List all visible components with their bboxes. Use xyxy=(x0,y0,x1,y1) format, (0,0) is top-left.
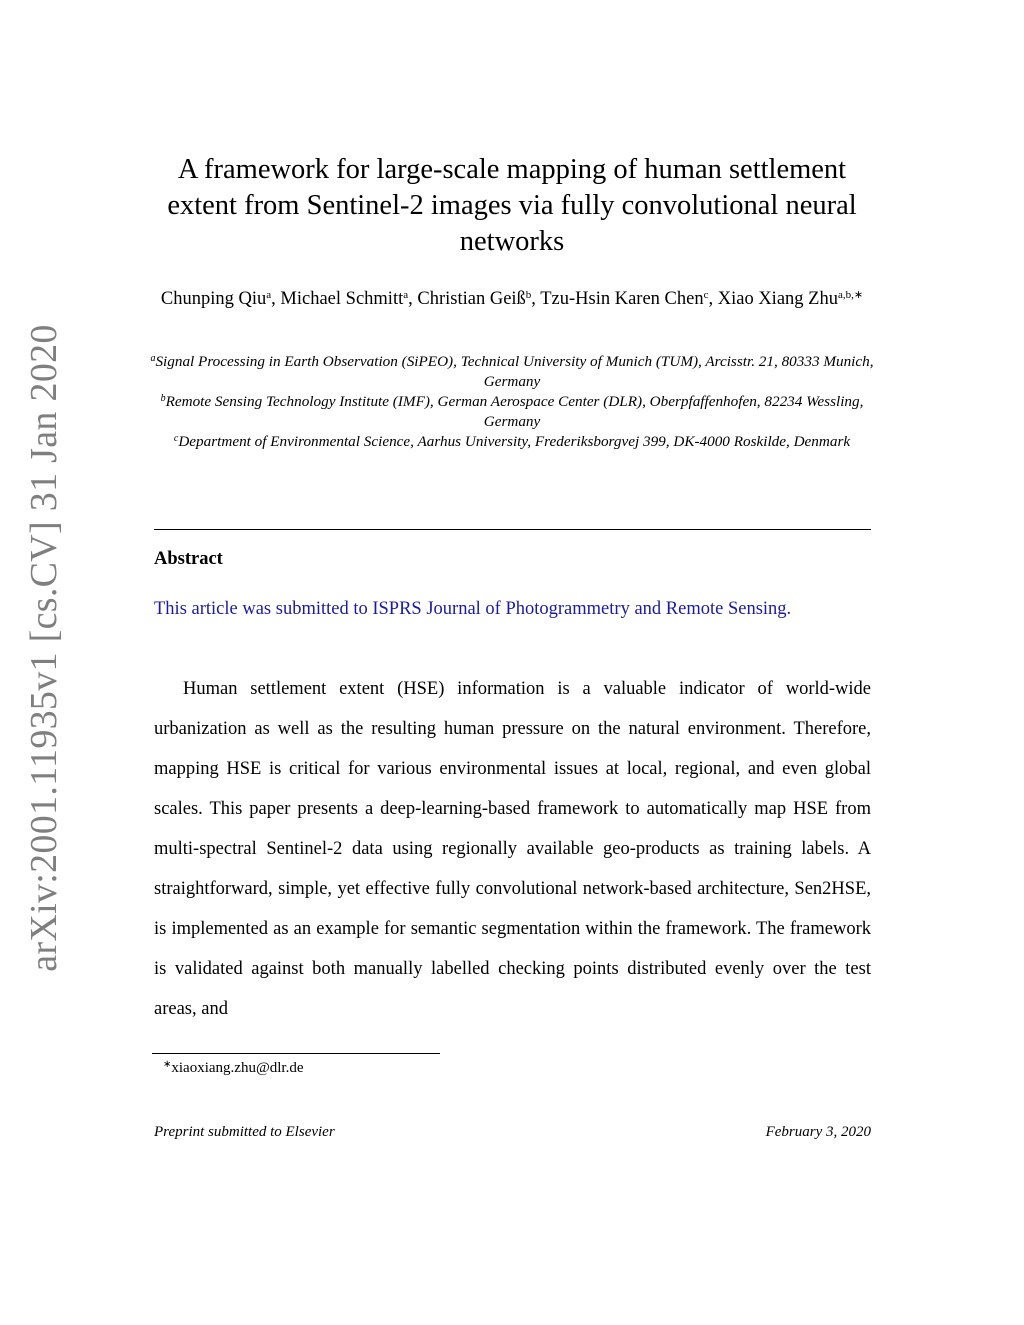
submission-note-link[interactable]: This article was submitted to ISPRS Journal of Photogrammetry and Remote Sensing. xyxy=(154,599,792,619)
author-name: Christian Geiß xyxy=(417,289,526,309)
corresponding-author-footnote xyxy=(163,1058,304,1078)
author-name: Chunping Qiu xyxy=(160,289,267,309)
author-name: Tzu-Hsin Karen Chen xyxy=(540,289,704,309)
arxiv-identifier-stamp: arXiv:2001.11935v1 [cs.CV] 31 Jan 2020 xyxy=(23,324,65,972)
affiliation-label: c xyxy=(173,433,179,444)
author-affiliation-mark: a xyxy=(403,289,409,301)
affiliation-a xyxy=(150,352,874,392)
footer-preprint-note: Preprint submitted to Elsevier xyxy=(154,1124,335,1140)
affiliation-label: b xyxy=(160,393,166,404)
affiliation-label: a xyxy=(150,353,156,364)
author-affiliation-mark: b xyxy=(525,289,532,301)
paper-title: A framework for large-scale mapping of human settlement extent from Sentinel-2 images via fully convolutional neural networks xyxy=(167,154,857,257)
abstract-body: Human settlement extent (HSE) information is a valuable indicator of world-wide urbanization as well as the resulting human pressure on the natural environment. Therefore, mapping HSE is critical for various environmental issues at local, regional, and even global scales. This paper presents a deep-learning-based framework to automatically map HSE from multi-spectral Sentinel-2 data using regionally available geo-products as training labels. A straightforward, simple, yet effective fully convolutional network-based architecture, Sen2HSE, is implemented as an example for semantic segmentation within the framework. The framework is validated against both manually labelled checking points distributed evenly over the test areas, and xyxy=(154,679,871,1019)
author-affiliation-mark: a xyxy=(266,289,272,301)
author-affiliation-mark: a,b,∗ xyxy=(837,289,864,301)
footer-date: February 3, 2020 xyxy=(765,1124,871,1140)
author-name: Michael Schmitt xyxy=(280,289,404,309)
author-name: Xiao Xiang Zhu xyxy=(717,289,838,309)
footnote-marker: ∗ xyxy=(163,1059,172,1070)
affiliation-c xyxy=(150,432,874,452)
affiliation-text: Remote Sensing Technology Institute (IMF), German Aerospace Center (DLR), Oberpfaffenhofen, 82234 Wessling, Germany xyxy=(165,393,864,430)
affiliation-list xyxy=(150,352,874,452)
abstract-top-rule xyxy=(154,529,871,530)
footnote-rule xyxy=(152,1053,440,1054)
footnote-email[interactable]: xiaoxiang.zhu@dlr.de xyxy=(171,1060,304,1076)
affiliation-b xyxy=(150,392,874,432)
abstract-heading: Abstract xyxy=(154,549,223,569)
author-affiliation-mark: c xyxy=(703,289,709,301)
author-list: Chunping Qiu$^a$, Michael Schmitt$^a$, Christian Geiß$^b$, Tzu-Hsin Karen Chen$^c$, Xiao Xiang Zhu$^{a,b,∗}$ xyxy=(160,289,864,309)
affiliation-text: Department of Environmental Science, Aarhus University, Frederiksborgvej 399, DK-4000 Roskilde, Denmark xyxy=(178,433,851,450)
affiliation-text: Signal Processing in Earth Observation (SiPEO), Technical University of Munich (TUM), Arcisstr. 21, 80333 Munich, Germany xyxy=(155,353,874,390)
